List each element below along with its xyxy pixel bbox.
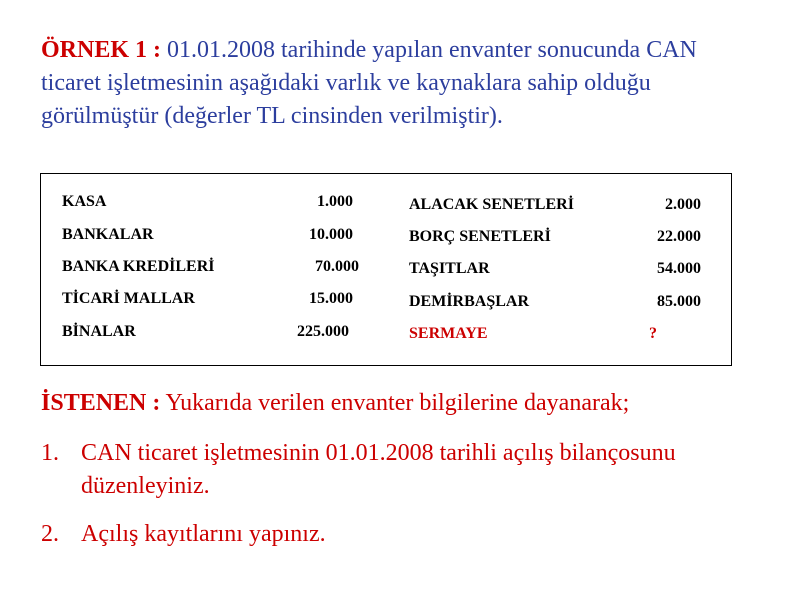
list-item [41,518,741,551]
list-item-text: Açılış kayıtlarını yapınız. [81,521,326,547]
inventory-item-name: DEMİRBAŞLAR [409,293,530,310]
inventory-item-value: 2.000 [665,196,701,213]
task-text: Yukarıda verilen envanter bilgilerine dayanarak; [160,390,630,416]
inventory-item-name: BANKA KREDİLERİ [62,258,215,275]
inventory-item-value-capital: ? [649,325,657,342]
example-paragraph [41,34,761,133]
inventory-item-value: 85.000 [657,293,701,310]
inventory-item-value: 225.000 [297,323,349,340]
example-label: ÖRNEK 1 : [41,37,161,63]
inventory-item-name: ALACAK SENETLERİ [409,196,574,213]
task-heading [41,390,629,417]
inventory-item-value: 22.000 [657,228,701,245]
list-item [41,437,741,503]
inventory-item-name: BİNALAR [62,323,136,340]
example-text: 01.01.2008 tarihinde yapılan envanter sonucunda CAN ticaret işletmesinin aşağıdaki varlık ve kaynaklara sahip olduğu görülmüştür (değerler TL cinsinden verilmiştir). [41,37,697,129]
inventory-item-name: TAŞITLAR [409,260,490,277]
list-item-text: CAN ticaret işletmesinin 01.01.2008 tarihli açılış bilançosunu düzenleyiniz. [81,440,676,499]
inventory-item-name: TİCARİ MALLAR [62,290,195,307]
inventory-item-value: 1.000 [317,193,353,210]
inventory-item-name: KASA [62,193,107,210]
inventory-table [40,173,732,366]
inventory-item-value: 10.000 [309,226,353,243]
list-item-number: 2. [41,521,59,547]
task-label: İSTENEN : [41,390,161,416]
inventory-item-value: 70.000 [315,258,359,275]
inventory-item-value: 15.000 [309,290,353,307]
inventory-item-name: BORÇ SENETLERİ [409,228,551,245]
inventory-item-name: BANKALAR [62,226,154,243]
inventory-item-name-capital: SERMAYE [409,325,488,342]
inventory-item-value: 54.000 [657,260,701,277]
list-item-number: 1. [41,440,59,466]
